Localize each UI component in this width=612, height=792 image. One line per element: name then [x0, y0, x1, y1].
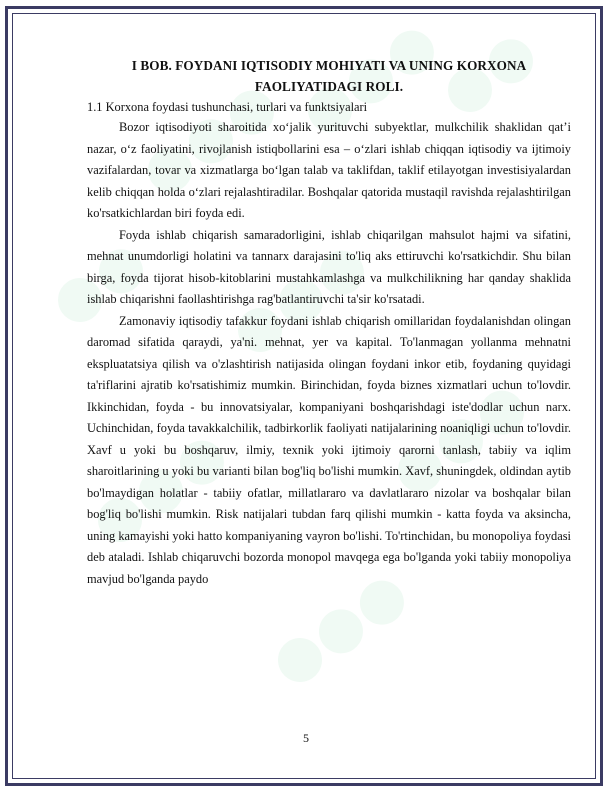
paragraph-1: Bozor iqtisodiyoti sharoitida xo‘jalik yurituvchi subyektlar, mulkchilik shaklidan qat’i nazar, o‘z faoliyatini, rivojlanish istiqbollarini esa – o‘zlari ishlab chiqqan iqtisodiy va ijtimoiy vazifalardan, tovar va xizmatlarga bo‘lgan talab va taklifdan, taklif etilayotgan investisiyalardan kelib chiqqan holda o‘zlari rejalashtiradilar. Boshqalar qatorida mustaqil ravishda rejalashtirilgan ko'rsatkichlardan biri foyda edi.: [87, 120, 571, 220]
chapter-title: I BOB. FOYDANI IQTISODIY MOHIYATI VA UNING KORXONA FAOLIYATIDAGI ROLI.: [131, 58, 527, 94]
paragraph-2: Foyda ishlab chiqarish samaradorligini, ishlab chiqarilgan mahsulot hajmi va sifatini, mehnat unumdorligi holatini va tannarx darajasini to'liq aks ettiruvchi ko'rsatkichdir. Shu bilan birga, foyda tijorat hisob-kitoblarini mustahkamlashga va mulkchilikning har qanday shaklida ishlab chiqarishni faollashtirishga rag'batlantiruvchi ta'sir ko'rsatadi.: [87, 227, 571, 306]
section-subtitle: 1.1 Korxona foydasi tushunchasi, turlari va funktsiyalari: [87, 100, 368, 114]
document-body: [87, 55, 571, 590]
paragraph-3: Zamonaviy iqtisodiy tafakkur foydani ishlab chiqarish omillaridan foydalanishdan olingan daromad sifatida qaraydi, ya'ni. mehnat, yer va kapital. To'lanmagan yollanma mehnatni ekspluatatsiya qilish va o'zlashtirish natijasida olingan foydani inkor etib, foydaning quyidagi ta'riflarini ajratib ko'rsatishimiz mumkin. Birinchidan, foyda biznes xizmatlari uchun to'lovdir. Ikkinchidan, foyda - bu innovatsiyalar, kompaniyani boshqarishdagi iste'dodlar uchun narx. Uchinchidan, foyda tavakkalchilik, tadbirkorlik faoliyati natijalarining noaniqligi uchun to'lovdir. Xavf u yoki bu boshqaruv, ilmiy, texnik yoki ijtimoiy qarorni tanlash, tabiiy va iqlim sharoitlarining u yoki bu varianti bilan bog'liq bo'lishi mumkin. Xavf, shuningdek, oldindan aytib bo'lmaydigan holatlar - tabiiy ofatlar, millatlararo va davlatlararo nizolar va boshqalar bilan bog'liq bo'lishi mumkin. Risk natijalari tubdan farq qilishi mumkin - katta foyda va aksincha, uning kamayishi yoki hatto kompaniyaning vayron bo'lishi. To'rtinchidan, bu monopoliya foydasi deb ataladi. Ishlab chiqaruvchi bozorda monopol mavqega ega bo'lganda yoki tabiiy monopoliya mavjud bo'lganda paydo: [87, 313, 571, 586]
page-number: 5: [303, 731, 309, 745]
